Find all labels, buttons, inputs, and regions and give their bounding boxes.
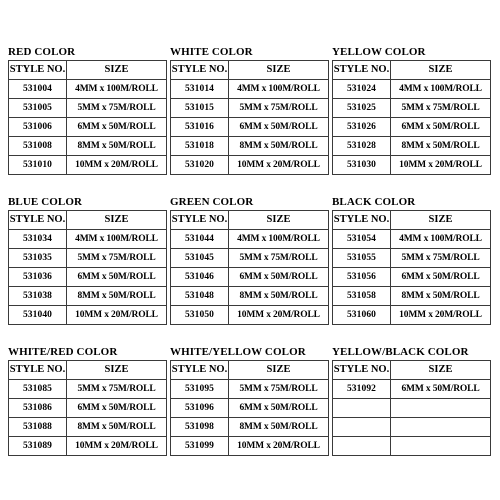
style-number: 531036: [9, 268, 67, 287]
size-value: 6MM x 50M/ROLL: [229, 268, 329, 287]
table-row: [333, 437, 491, 456]
table-row: [171, 80, 329, 99]
spec-table: [170, 360, 329, 456]
style-number: 531098: [171, 418, 229, 437]
table-row: [9, 306, 167, 325]
header-row: [9, 61, 167, 80]
size-value: 6MM x 50M/ROLL: [67, 268, 167, 287]
style-number: 531085: [9, 380, 67, 399]
group-yellow-color: [332, 45, 490, 175]
style-number: 531056: [333, 268, 391, 287]
size-value: 5MM x 75M/ROLL: [67, 249, 167, 268]
style-header: STYLE NO.: [333, 211, 391, 230]
size-value: 8MM x 50M/ROLL: [229, 137, 329, 156]
header-row: [333, 211, 491, 230]
size-value: [391, 418, 491, 437]
style-number: 531024: [333, 80, 391, 99]
table-row: [171, 437, 329, 456]
table-row: [9, 399, 167, 418]
style-header: STYLE NO.: [9, 61, 67, 80]
style-number: 531018: [171, 137, 229, 156]
style-number: 531030: [333, 156, 391, 175]
size-value: [391, 399, 491, 418]
table-row: [171, 249, 329, 268]
table-row: [171, 99, 329, 118]
size-value: 8MM x 50M/ROLL: [229, 287, 329, 306]
group-title: GREEN COLOR: [170, 196, 254, 208]
style-number: 531045: [171, 249, 229, 268]
style-header: STYLE NO.: [171, 361, 229, 380]
size-value: 10MM x 20M/ROLL: [391, 156, 491, 175]
size-value: 4MM x 100M/ROLL: [229, 80, 329, 99]
size-value: 10MM x 20M/ROLL: [229, 156, 329, 175]
style-number: 531008: [9, 137, 67, 156]
style-number: 531040: [9, 306, 67, 325]
table-row: [333, 287, 491, 306]
table-row: [333, 418, 491, 437]
group-yellow-black-color: [332, 345, 490, 456]
table-row: [171, 306, 329, 325]
style-header: STYLE NO.: [333, 361, 391, 380]
table-row: [333, 137, 491, 156]
table-row: [9, 80, 167, 99]
group-title: WHITE/YELLOW COLOR: [170, 346, 306, 358]
style-number: 531092: [333, 380, 391, 399]
size-header: SIZE: [391, 211, 491, 230]
spec-table: [332, 210, 491, 325]
style-number: 531016: [171, 118, 229, 137]
header-row: [171, 211, 329, 230]
style-number: 531088: [9, 418, 67, 437]
table-row: [171, 287, 329, 306]
style-header: STYLE NO.: [171, 61, 229, 80]
table-row: [9, 230, 167, 249]
table-row: [171, 399, 329, 418]
table-row: [333, 380, 491, 399]
table-row: [9, 99, 167, 118]
style-header: STYLE NO.: [171, 211, 229, 230]
group-white-red-color: [8, 345, 166, 456]
style-number: 531010: [9, 156, 67, 175]
style-number: [333, 399, 391, 418]
size-value: 6MM x 50M/ROLL: [67, 399, 167, 418]
size-value: 10MM x 20M/ROLL: [67, 437, 167, 456]
table-row: [9, 118, 167, 137]
group-title: BLACK COLOR: [332, 196, 416, 208]
table-row: [171, 418, 329, 437]
size-header: SIZE: [67, 61, 167, 80]
style-number: 531050: [171, 306, 229, 325]
style-number: 531044: [171, 230, 229, 249]
table-row: [171, 156, 329, 175]
header-row: [171, 361, 329, 380]
size-value: 6MM x 50M/ROLL: [229, 118, 329, 137]
size-value: 10MM x 20M/ROLL: [229, 437, 329, 456]
group-title: YELLOW/BLACK COLOR: [332, 346, 469, 358]
style-number: 531060: [333, 306, 391, 325]
table-row: [9, 380, 167, 399]
group-title: WHITE COLOR: [170, 46, 253, 58]
table-row: [333, 80, 491, 99]
size-value: 6MM x 50M/ROLL: [391, 380, 491, 399]
size-value: 5MM x 75M/ROLL: [67, 99, 167, 118]
size-value: 6MM x 50M/ROLL: [229, 399, 329, 418]
style-number: 531096: [171, 399, 229, 418]
style-number: 531055: [333, 249, 391, 268]
style-number: 531028: [333, 137, 391, 156]
size-value: 8MM x 50M/ROLL: [391, 137, 491, 156]
size-header: SIZE: [391, 61, 491, 80]
group-red-color: [8, 45, 166, 175]
style-number: 531020: [171, 156, 229, 175]
size-value: 4MM x 100M/ROLL: [229, 230, 329, 249]
style-number: [333, 437, 391, 456]
style-number: [333, 418, 391, 437]
style-number: 531015: [171, 99, 229, 118]
table-row: [171, 230, 329, 249]
size-value: 10MM x 20M/ROLL: [391, 306, 491, 325]
size-value: 4MM x 100M/ROLL: [391, 230, 491, 249]
style-number: 531034: [9, 230, 67, 249]
size-value: 8MM x 50M/ROLL: [229, 418, 329, 437]
size-header: SIZE: [67, 211, 167, 230]
group-title: YELLOW COLOR: [332, 46, 426, 58]
table-row: [171, 137, 329, 156]
table-row: [171, 380, 329, 399]
group-title: WHITE/RED COLOR: [8, 346, 118, 358]
size-header: SIZE: [229, 361, 329, 380]
style-number: 531006: [9, 118, 67, 137]
style-header: STYLE NO.: [9, 361, 67, 380]
style-number: 531058: [333, 287, 391, 306]
spec-table: [332, 360, 491, 456]
header-row: [9, 211, 167, 230]
table-row: [333, 99, 491, 118]
size-value: 8MM x 50M/ROLL: [391, 287, 491, 306]
size-value: 5MM x 75M/ROLL: [391, 249, 491, 268]
size-header: SIZE: [67, 361, 167, 380]
group-black-color: [332, 195, 490, 325]
style-number: 531086: [9, 399, 67, 418]
size-value: 10MM x 20M/ROLL: [67, 306, 167, 325]
group-white-yellow-color: [170, 345, 328, 456]
table-row: [9, 287, 167, 306]
style-number: 531048: [171, 287, 229, 306]
size-value: 5MM x 75M/ROLL: [229, 249, 329, 268]
size-value: 5MM x 75M/ROLL: [67, 380, 167, 399]
group-blue-color: [8, 195, 166, 325]
table-row: [9, 156, 167, 175]
size-value: 5MM x 75M/ROLL: [391, 99, 491, 118]
style-number: 531004: [9, 80, 67, 99]
spec-table: [170, 210, 329, 325]
header-row: [333, 361, 491, 380]
table-row: [171, 268, 329, 287]
table-row: [9, 268, 167, 287]
size-value: 5MM x 75M/ROLL: [229, 380, 329, 399]
style-number: 531046: [171, 268, 229, 287]
table-row: [171, 118, 329, 137]
size-header: SIZE: [229, 61, 329, 80]
table-row: [333, 399, 491, 418]
size-value: 4MM x 100M/ROLL: [67, 230, 167, 249]
style-header: STYLE NO.: [333, 61, 391, 80]
size-value: 6MM x 50M/ROLL: [391, 268, 491, 287]
header-row: [171, 61, 329, 80]
style-number: 531025: [333, 99, 391, 118]
table-row: [9, 249, 167, 268]
group-green-color: [170, 195, 328, 325]
table-row: [9, 137, 167, 156]
size-value: 8MM x 50M/ROLL: [67, 418, 167, 437]
style-number: 531038: [9, 287, 67, 306]
size-value: 10MM x 20M/ROLL: [67, 156, 167, 175]
table-row: [333, 249, 491, 268]
style-header: STYLE NO.: [9, 211, 67, 230]
style-number: 531099: [171, 437, 229, 456]
spec-table: [332, 60, 491, 175]
table-row: [333, 118, 491, 137]
group-white-color: [170, 45, 328, 175]
header-row: [333, 61, 491, 80]
spec-table: [8, 60, 167, 175]
style-number: 531005: [9, 99, 67, 118]
table-row: [333, 156, 491, 175]
spec-table: [8, 210, 167, 325]
style-number: 531089: [9, 437, 67, 456]
size-value: 8MM x 50M/ROLL: [67, 137, 167, 156]
spec-table: [170, 60, 329, 175]
size-value: 5MM x 75M/ROLL: [229, 99, 329, 118]
size-value: 4MM x 100M/ROLL: [391, 80, 491, 99]
style-number: 531026: [333, 118, 391, 137]
header-row: [9, 361, 167, 380]
size-value: 6MM x 50M/ROLL: [391, 118, 491, 137]
size-value: [391, 437, 491, 456]
table-row: [9, 418, 167, 437]
size-value: 10MM x 20M/ROLL: [229, 306, 329, 325]
group-title: RED COLOR: [8, 46, 76, 58]
size-header: SIZE: [391, 361, 491, 380]
group-title: BLUE COLOR: [8, 196, 83, 208]
style-number: 531014: [171, 80, 229, 99]
table-row: [333, 306, 491, 325]
style-number: 531035: [9, 249, 67, 268]
style-number: 531095: [171, 380, 229, 399]
size-value: 6MM x 50M/ROLL: [67, 118, 167, 137]
table-row: [333, 268, 491, 287]
spec-table: [8, 360, 167, 456]
table-row: [333, 230, 491, 249]
table-row: [9, 437, 167, 456]
size-value: 4MM x 100M/ROLL: [67, 80, 167, 99]
size-header: SIZE: [229, 211, 329, 230]
style-number: 531054: [333, 230, 391, 249]
size-value: 8MM x 50M/ROLL: [67, 287, 167, 306]
